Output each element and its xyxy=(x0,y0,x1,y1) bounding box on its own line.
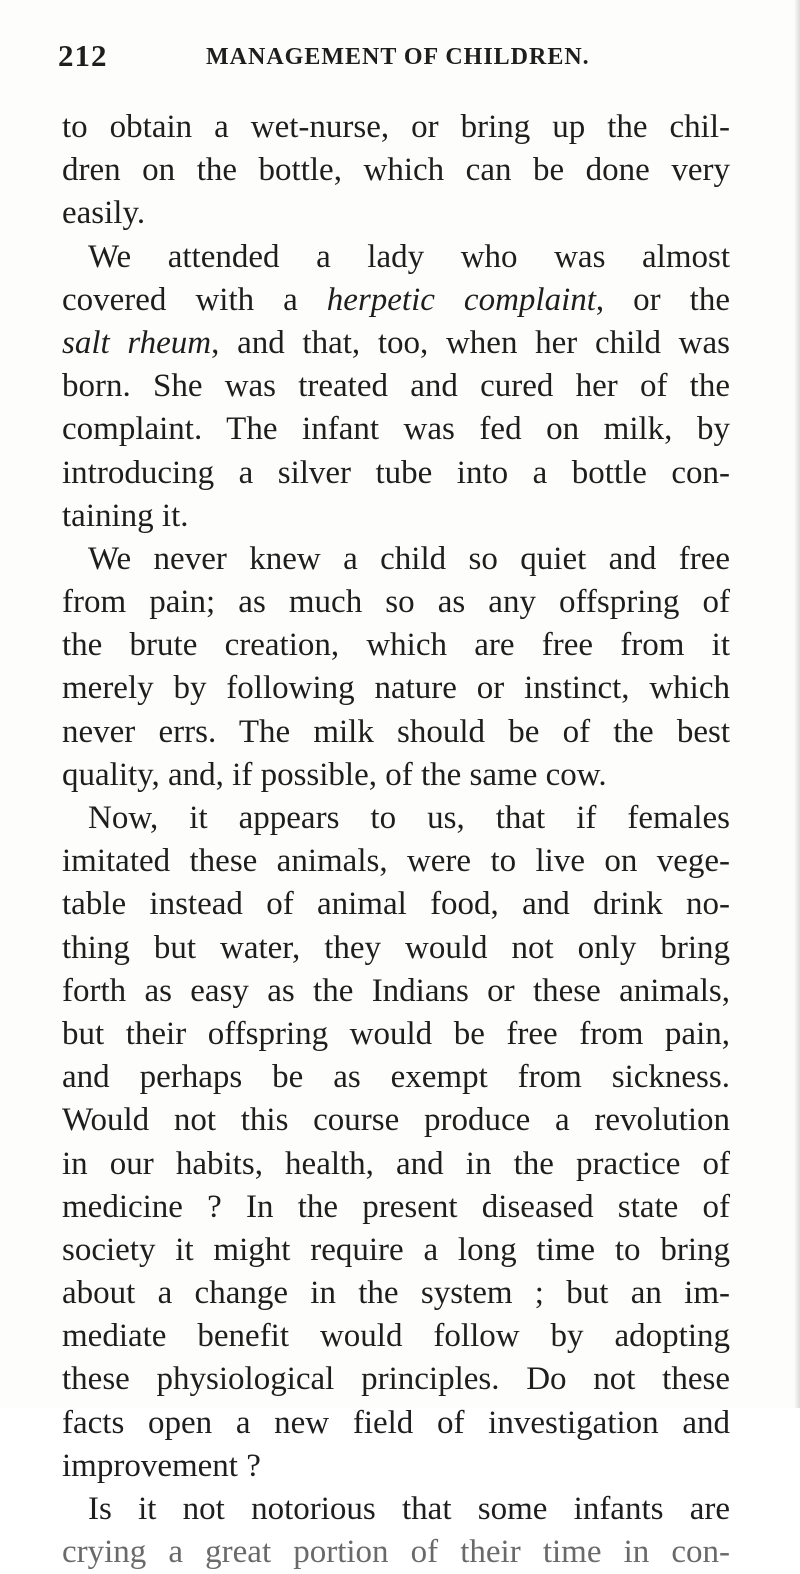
page-edge-shadow xyxy=(794,0,800,1408)
text-line: to obtain a wet-nurse, or bring up the chil- xyxy=(62,109,730,145)
page-number: 212 xyxy=(58,38,108,73)
text-line: easily. xyxy=(62,195,146,232)
text-line: born. She was treated and cured her of the xyxy=(62,368,730,405)
text-line: Would not this course produce a revolution xyxy=(62,1102,730,1139)
text-line: imitated these animals, were to live on vege- xyxy=(62,843,730,880)
text-line: crying a great portion of their time in con- xyxy=(62,1534,730,1571)
text-line: about a change in the system ; but an im- xyxy=(62,1275,730,1312)
text-line: the brute creation, which are free from it xyxy=(62,627,730,664)
text-line xyxy=(62,322,730,365)
text-line: in our habits, health, and in the practice of xyxy=(62,1145,730,1182)
text-line xyxy=(62,279,730,322)
text-line: quality, and, if possible, of the same cow. xyxy=(62,756,607,793)
body-text xyxy=(62,106,730,1574)
text-line: We never knew a child so quiet and free xyxy=(88,540,730,577)
text-line: dren on the bottle, which can be done very xyxy=(62,152,730,189)
text-line: never errs. The milk should be of the best xyxy=(62,713,730,750)
text-line: merely by following nature or instinct, which xyxy=(62,670,730,707)
text-line: Now, it appears to us, that if females xyxy=(88,800,730,836)
text-line: thing but water, they would not only bring xyxy=(62,929,730,966)
text-line: Is it not notorious that some infants are xyxy=(88,1491,730,1527)
running-head: MANAGEMENT OF CHILDREN. xyxy=(206,44,590,70)
text-line: from pain; as much so as any offspring of xyxy=(62,584,730,621)
text-line: improvement ? xyxy=(62,1447,261,1484)
text-line: society it might require a long time to bring xyxy=(62,1231,730,1268)
text-segment: , and that, too, when her child was xyxy=(211,324,730,361)
text-line: but their offspring would be free from pain, xyxy=(62,1015,730,1052)
text-line: medicine ? In the present diseased state of xyxy=(62,1188,730,1225)
text-line: these physiological principles. Do not these xyxy=(62,1361,730,1398)
italic-term: salt rheum xyxy=(62,324,212,361)
italic-term: herpetic complaint xyxy=(326,281,596,318)
text-segment: , or the xyxy=(595,281,731,318)
text-line: complaint. The infant was fed on milk, by xyxy=(62,411,730,448)
text-line: We attended a lady who was almost xyxy=(88,238,730,275)
text-line: taining it. xyxy=(62,497,189,534)
text-line: and perhaps be as exempt from sickness. xyxy=(62,1059,730,1096)
text-line: table instead of animal food, and drink no- xyxy=(62,886,730,923)
text-line: facts open a new field of investigation and xyxy=(62,1404,730,1441)
text-line: forth as easy as the Indians or these animals, xyxy=(62,972,730,1009)
text-segment: covered with a xyxy=(62,281,327,318)
text-line: introducing a silver tube into a bottle con- xyxy=(62,454,730,491)
page-header xyxy=(58,38,758,82)
text-line: mediate benefit would follow by adopting xyxy=(62,1318,730,1355)
